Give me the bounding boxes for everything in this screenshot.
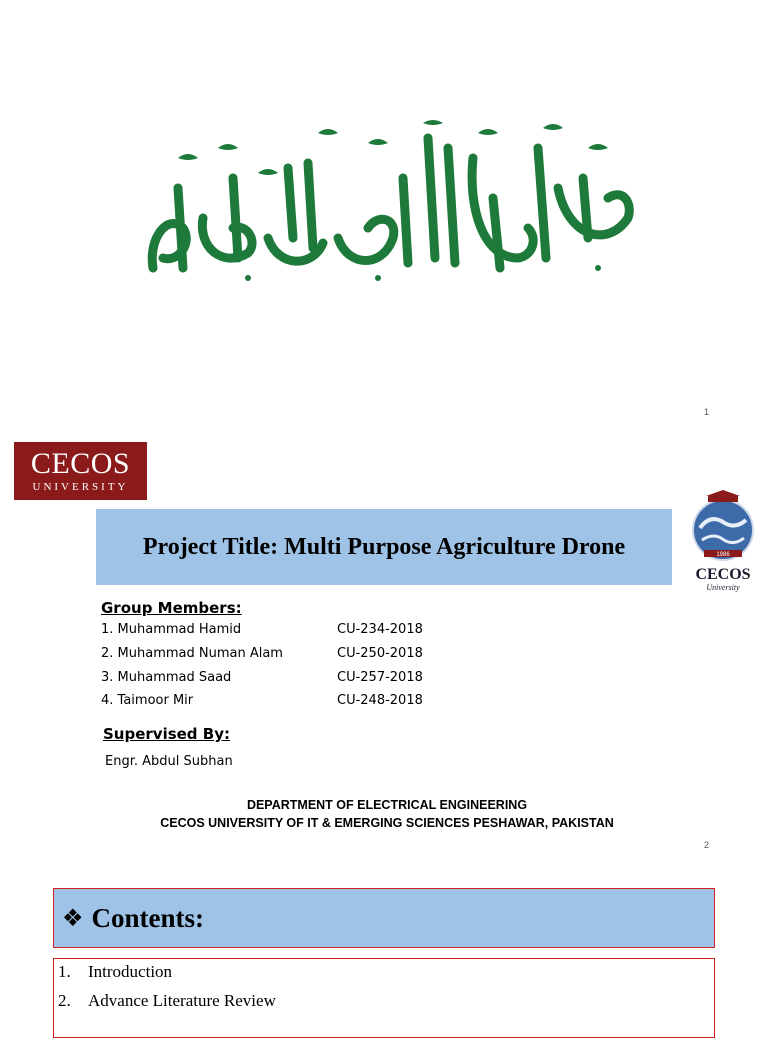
department-info — [0, 796, 768, 832]
emblem-subtitle: University — [706, 583, 740, 592]
member-name: 3. Muhammad Saad — [101, 670, 232, 685]
bismillah-calligraphy — [138, 118, 638, 283]
member-name: 2. Muhammad Numan Alam — [101, 646, 283, 661]
emblem-name: CECOS — [695, 566, 751, 583]
bismillah-calligraphy-image — [138, 118, 638, 283]
university-line: CECOS UNIVERSITY OF IT & EMERGING SCIENCES PESHAWAR, PAKISTAN — [160, 816, 614, 830]
member-name: 4. Taimoor Mir — [101, 693, 194, 708]
project-title: Project Title: Multi Purpose Agriculture Drone — [142, 533, 626, 560]
member-id: CU-248-2018 — [337, 693, 423, 708]
page-number: 2 — [704, 840, 710, 850]
department-line: DEPARTMENT OF ELECTRICAL ENGINEERING — [246, 798, 528, 812]
cecos-emblem-logo — [688, 488, 758, 596]
supervisor-name: Engr. Abdul Subhan — [105, 754, 233, 769]
group-members-label: Group Members: — [101, 599, 242, 617]
contents-title: Contents: — [91, 902, 205, 933]
logo-name: CECOS — [30, 447, 131, 480]
supervised-by-label: Supervised By: — [103, 725, 230, 743]
list-item-number: 1. — [58, 962, 71, 981]
project-title-box — [96, 509, 672, 585]
logo-subtitle: UNIVERSITY — [32, 481, 129, 493]
diamond-bullet-icon: ❖ — [62, 904, 84, 932]
contents-header — [53, 888, 715, 948]
page-number: 1 — [704, 407, 710, 417]
list-item — [58, 991, 276, 1011]
emblem-year: 1986 — [716, 552, 730, 558]
list-item — [58, 962, 172, 982]
member-id: CU-250-2018 — [337, 646, 423, 661]
member-id: CU-234-2018 — [337, 622, 423, 637]
cecos-university-logo — [14, 442, 147, 500]
list-item-number: 2. — [58, 991, 71, 1010]
member-id: CU-257-2018 — [337, 670, 423, 685]
list-item-text: Advance Literature Review — [88, 991, 276, 1010]
member-name: 1. Muhammad Hamid — [101, 622, 242, 637]
contents-list — [53, 958, 715, 1038]
cecos-emblem-icon — [688, 488, 758, 596]
list-item-text: Introduction — [88, 962, 173, 981]
